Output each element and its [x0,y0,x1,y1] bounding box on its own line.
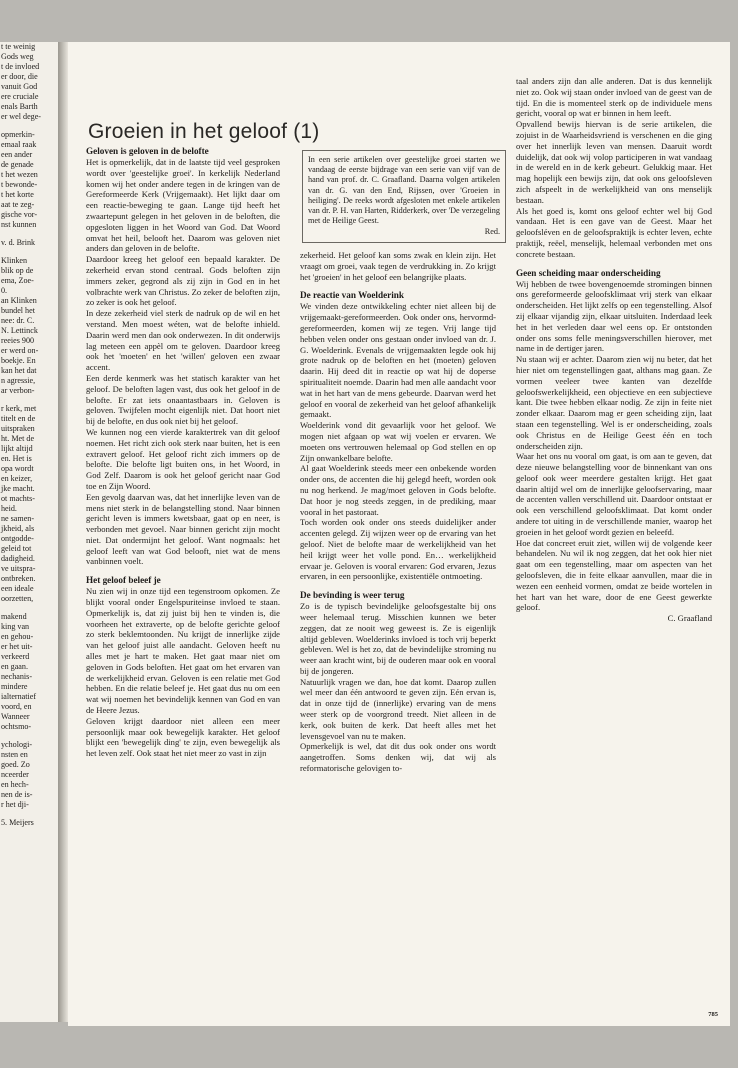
fragment-line: N. Lettinck [1,326,38,335]
fragment-line: Klinken [1,256,28,265]
fragment-line: nechanis- [1,672,33,681]
fragment-line: king van [1,622,30,631]
magazine-page [68,42,730,1026]
fragment-line: ochtsmo- [1,722,32,731]
paragraph: zekerheid. Het geloof kan soms zwak en klein zijn. Het vraagt om groei, vaak tegen de verdrukking in. Zo krijgt het 'groeien' in het geloof een belangrijke plaats. [300,250,496,282]
fragment-line: v. d. Brink [1,238,36,247]
fragment-line: er wel dege- [1,112,41,121]
fragment-line: ve uitspra- [1,564,36,573]
paragraph: Woelderink vond dit gevaarlijk voor het geloof. We mogen niet afgaan op wat wij voelen er ervaren. We moeten ons vertrouwen helemaal op God stellen en op Zijn onwankelbare belofte. [300,420,496,463]
fragment-line: r het dji- [1,800,29,809]
fragment-line: gische vor- [1,210,38,219]
fragment-line: ontbreken. [1,574,36,583]
fragment-line: aat te zeg- [1,200,35,209]
fragment-line: an Klinken [1,296,37,305]
fragment-line: titelt en de [1,414,36,423]
fragment-line: emaal raak [1,140,37,149]
fragment-line: verkeerd [1,652,30,661]
paragraph: Al gaat Woelderink steeds meer een onbekende worden onder ons, de accenten die hij gelegd heeft, worden ook nu nog herkend. Je mag/moet geloven in Gods belofte. Dat hoor je nog steeds zeggen, in de prediking, maar vooral in het pastoraat. [300,463,496,517]
fragment-line: ht. Met de [1,434,35,443]
fragment-line: nsten en [1,750,28,759]
paragraph: We vinden deze ontwikkeling echter niet alleen bij de vrijgemaakt-gereformeerden. Ook onder ons, hervormd-gereformeerden, komen wij ze tegen. Vrij lange tijd hebben velen onder ons gestaan onder invloed van dr. J. G. Woelderink. Evenals de vrijgemaakten legde ook hij grote nadruk op de beloften en het (moeten) geloven daarin. Hij deed dit in reactie op wat hij de doperse spiritualiteit noemde. Daarin had men alle aandacht voor wat in het hart van de mens gebeurde. Daarvan werd het geloof en vooral de zekerheid van het geloof afhankelijk gemaakt. [300,301,496,420]
fragment-line: en hech- [1,780,29,789]
fragment-line: goed. Zo [1,760,30,769]
paragraph: Een gevolg daarvan was, dat het innerlijke leven van de mens niet sterk in de belangstelling stond. Naar binnen gericht leven is immers kwetsbaar, gaat op en neer, is verbonden met gevoel. Naar binnen gericht zijn mocht niet. Dat ondermijnt het geloof. Want nogmaals: het geloof leeft van wat God belooft, niet wat de mens vanbinnen voelt. [86,491,280,567]
fragment-line [0,396,58,404]
paragraph: Toch worden ook onder ons steeds duidelijker ander accenten gelegd. Zij wijzen weer op de ervaring van het geloof. Niet de belofte maar de werkelijkheid van het heil krijgt weer het volle pond. En… werkelijkheid ervaar je. Geloven is vooral ervaren: God ervaren, Jezus ervaren, in een persoonlijke, existentiële ontmoeting. [300,517,496,582]
fragment-line: een ideale [1,584,34,593]
fragment-line [0,604,58,612]
fragment-line: blik op de [1,266,34,275]
fragment-line: t het korte [1,190,34,199]
fragment-line [0,230,58,238]
paragraph: Een derde kenmerk was het statisch karakter van het geloof. De beloften lagen vast, dus ook het geloof in de belofte. Er zat iets onaantastbaars in. Geloven is geloven. Twijfelen mocht eigenlijk niet. Dat hoort niet bij de belofte, en dus ook niet bij het geloof. [86,372,280,427]
paragraph: We kunnen nog een vierde karaktertrek van dit geloof noemen. Het richt zich ook sterk naar buiten, het is een extravert geloof. Het geloof richt zich immers op de belofte. Die belofte ligt buiten ons, in het Woord, in God Zelf. Daarom is ook het geloof gericht naar God toe en Zijn Woord. [86,426,280,491]
fragment-line: de genade [1,160,34,169]
fragment-line: ialternatief [1,692,37,701]
fragment-line: jke macht. [1,484,35,493]
article-title: Groeien in het geloof (1) [88,120,320,143]
section-heading: De bevinding is weer terug [300,590,405,601]
fragment-line: ot machts- [1,494,35,503]
column-2 [300,250,496,774]
fragment-line: oorzetten, [1,594,34,603]
fragment-line: ema, Zoe- [1,276,34,285]
section-heading: Geen scheiding maar onderscheiding [516,267,661,278]
fragment-line: r kerk, met [1,404,37,413]
fragment-line: mindere [1,682,28,691]
fragment-line: er het uit- [1,642,33,651]
section-heading: Het geloof beleef je [86,575,161,586]
fragment-line: voord, en [1,702,32,711]
fragment-line [0,732,58,740]
fragment-line: lijkt altijd [1,444,33,453]
paragraph: Hoe dat concreet eruit ziet, willen wij de volgende keer behandelen. Nu wil ik nog zeggen, dat het ook hier niet gaat om een tegenstelling, maar om aspecten van het geloofsleven, die in feite elkaar aanvullen, maar die in wezen een eenheid vormen, omdat ze beide wortelen in het hart van het ware, door de ene Geest gewerkte geloof. [516,537,712,613]
fragment-line: nceerder [1,770,29,779]
fragment-line: geleid tot [1,544,32,553]
paragraph: In deze zekerheid viel sterk de nadruk op de wil en het verstand. Men moest wéten, wat de belofte inhield. Daarin werd men dan ook onderwezen. In dit onderwijs lag meteen een appèl om te geloven. Daardoor kreeg ook het 'moeten' en het 'willen' geloven een zwaar accent. [86,308,280,373]
fragment-line: opa wordt [1,464,34,473]
fragment-line: jkheid, als [1,524,35,533]
paragraph: Het is opmerkelijk, dat in de laatste tijd veel gesproken wordt over 'geestelijke groei'. In kerkelijk Nederland komen wij het onder andere tegen in de kringen van de Gereformeerde Kerk (Vrijgemaakt). Het lijkt daar om een reactie-beweging te gaan. Lange tijd heeft het zwaartepunt gelegen in het geloven in de beloften, die opgesloten liggen in het Woord van God. Dat Woord omvat het heil, belooft het. Daarom was geloven niet anders dan geloven in de belofte. [86,157,280,254]
fragment-line: en gaan. [1,662,28,671]
paragraph: Als het goed is, komt ons geloof echter wel bij God vandaan. Het is een gave van de Geest. Maar het geloofsléven en de geloofspraktijk is echter leven, echte praktijk, reëel, menselijk, helemaal verbonden met ons concrete bestaan. [516,205,712,259]
author-signature: C. Graafland [667,613,712,624]
page-number: 785 [708,1011,718,1018]
fragment-line: en gehou- [1,632,34,641]
fragment-line: Wanneer [1,712,30,721]
column-1 [86,146,280,759]
paragraph: Zo is de typisch bevindelijke geloofsgestalte bij ons weer helemaal terug. Misschien kunnen we beter zeggen, dat ze nooit weg geweest is. Ze is eigenlijk altijd gebleven. Woelderinks invloed is toch vrij beperkt gebleven. Wel is het zo, dat de bevindelijke stroming nu weer aan kracht wint, bij de ouderen maar ook en vooral bij de jongeren. [300,601,496,676]
fragment-line: en. Het is [1,454,32,463]
fragment-line: t de invloed [1,62,40,71]
fragment-line: nen de is- [1,790,33,799]
section-heading: De reactie van Woelderink [300,290,405,301]
adjacent-page-fragment [0,42,58,1022]
fragment-line: Gods weg [1,52,34,61]
fragment-line: enals Barth [1,102,38,111]
paragraph: Wij hebben de twee bovengenoemde stromingen binnen ons gereformeerde geloofsklimaat vrij sterk van elkaar onderscheiden. Het lijkt zelfs op een tegenstelling. Alsof zij elkaar vijandig zijn, elkaar uitsluiten. Inderdaad leek het in het verleden daar wel eens op. Er ontstonden onder ons soms felle meningsverschillen hierover, met name in de dertiger jaren. [516,278,712,354]
fragment-line: ne samen- [1,514,35,523]
fragment-line: een ander [1,150,33,159]
paragraph: Natuurlijk vragen we dan, hoe dat komt. Daarop zullen wel meer dan één antwoord te geven zijn. Eén ervan is, dat in onze tijd de (innerlijke) ervaring van de mens weer sterk op de voorgrond treedt. Niet alleen in de kerk, ook buiten de kerk. Dat heeft alles met het levensgevoel van nu te maken. [300,676,496,741]
paragraph: Nu zien wij in onze tijd een tegenstroom opkomen. Ze blijkt vooral onder Engelspuriteinse invloed te staan. Opmerkelijk is, dat zij juist bij hen te vinden is, die voorheen het extraverte, op de belofte gerichte geloof zo sterk beklemtoonden. Nu krijgt de innerlijke zijde van het geloof juist alle aandacht. Geloven heeft nu alles met je hart te maken. Het gaat maar niet om geloven in Gods beloften. Het gaat om het ervaren van de werkelijkheid ervan. Geloven is een relatie met God hebben. En die relatie beleef je. Het gaat dus nu om een wat wij noemen het bevindelijk kennen van God en van de Heere Jezus. [86,586,280,716]
fragment-line: vanuit God [1,82,38,91]
paragraph: taal anders zijn dan alle anderen. Dat is dus kennelijk niet zo. Ook wij staan onder invloed van de geest van de tijd. En die is momenteel sterk op de individuele mens gericht, vooral op wat er binnen in hem leeft. [516,76,712,119]
fragment-line: ar verbon- [1,386,35,395]
fragment-line: 5. Meijers [1,818,34,827]
fragment-line [0,248,58,256]
fragment-line: er door, die [1,72,38,81]
fragment-line: makend [1,612,27,621]
fragment-line: ere cruciale [1,92,39,101]
fragment-line: reeies 900 [1,336,35,345]
fragment-line [0,810,58,818]
fragment-line: t te weinig [1,42,36,51]
paragraph: Opmerkelijk is wel, dat dit dus ook onder ons wordt aangetroffen. Soms denken wij, dat wij als reformatorische gelovigen to- [300,741,496,774]
fragment-line: 0. [1,286,8,295]
fragment-line: dadigheid. [1,554,35,563]
fragment-line: t bewonde- [1,180,38,189]
fragment-line: opmerkin- [1,130,35,139]
paragraph: Nu staan wij er achter. Daarom zien wij nu beter, dat het hier niet om tegenstellingen gaat, althans mag gaan. Ze vormen veeleer twee kanten van dezelfde geloofswerkelijkheid, een objectieve en een subjectieve kant. Die twee hebben elkaar nodig. Ze zijn in feite niet zonder elkaar. Daarom mag er geen scheiding zijn, laat staan een tegenstelling. Wel is er onderscheiding, zoals ook Christus en de Heilige Geest één en toch onderscheiden zijn. [516,354,712,451]
intro-signature: Red. [484,227,500,237]
fragment-line: ontgodde- [1,534,34,543]
section-heading: Geloven is geloven in de belofte [86,146,209,156]
fragment-line [0,122,58,130]
fragment-line: heid. [1,504,17,513]
fragment-line: nee: dr. C. [1,316,35,325]
page-gutter [58,42,68,1022]
paragraph: Daardoor kreeg het geloof een bepaald karakter. De zekerheid ervan stond centraal. Gods beloften zijn immers zeker, gegrond als zij zijn in God en in het volbrachte werk van Christus. Zo zeker de beloften zijn, zo zeker is ook het geloof. [86,254,280,308]
fragment-line: bundel het [1,306,35,315]
fragment-line: nst kunnen [1,220,37,229]
column-3 [516,76,712,624]
paragraph: Waar het ons nu vooral om gaat, is om aan te geven, dat deze nieuwe belangstelling voor de binnenkant van ons geloof ook weer meerdere gestalten krijgt. Het gaat daarin altijd wel om de innerlijke geloofservaring, maar de accenten vallen verschillend uit. Daardoor ontstaat er ook een verschillend geloofsklimaat. Dat komt onder andere tot uiting in de verschillende manier, waarop het groeien in het geloof wordt gezien en beleefd. [516,451,712,537]
paragraph: Geloven krijgt daardoor niet alleen een meer persoonlijk maar ook bewegelijk karakter. Het geloof blijkt een 'bewegelijk ding' te zijn, even bewegelijk als het leven zelf. Ook staat het niet meer zo vast in zijn [86,715,280,759]
paragraph: Opvallend bewijs hiervan is de serie artikelen, die zojuist in de Waarheidsvriend is verschenen en die ging over het innerlijk leven van mensen. Daaruit wordt duidelijk, dat ook wij volop participeren in wat vandaag in de wereld en in de kerk gebeurt. Gelukkig maar. Het mag hopelijk een bewijs zijn, dat ook ons geloofsleven zich afspeelt in de werkelijkheid van ons menselijk bestaan. [516,119,712,205]
fragment-line: er werd on- [1,346,39,355]
fragment-line: boekje. En [1,356,36,365]
fragment-line: ychologi- [1,740,33,749]
fragment-line: t het wezen [1,170,38,179]
fragment-line: en keizer, [1,474,33,483]
fragment-line: uitspraken [1,424,35,433]
fragment-line: n agressie, [1,376,36,385]
intro-box [302,150,506,243]
intro-text: In een serie artikelen over geestelijke groei starten we vandaag de eerste bijdrage van een serie van vijf van de hand van prof. dr. C. Graafland. Daarna volgen artikelen van dr. G. van den End, Rijssen, over 'Groeien in heiliging'. De reeks wordt afgesloten met enkele artikelen van dr. P. H. van Harten, Ridderkerk, over 'De verzegeling met de Heilige Geest. [308,155,500,226]
fragment-line: kan het dat [1,366,37,375]
